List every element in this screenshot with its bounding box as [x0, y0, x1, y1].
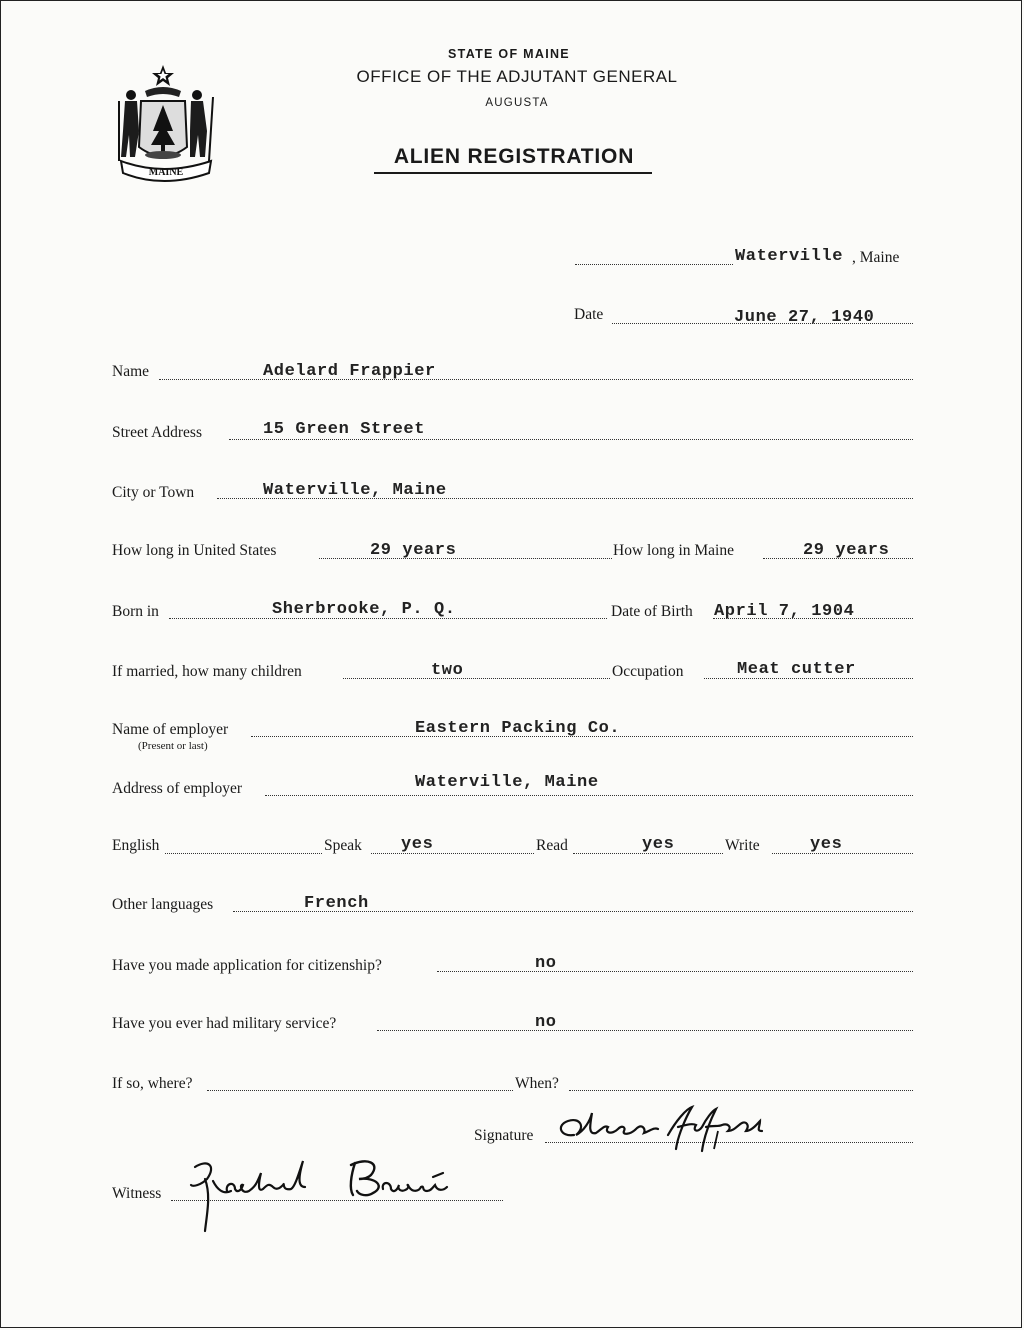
place-dots [575, 264, 733, 265]
place-suffix: , Maine [852, 249, 900, 266]
occupation-value[interactable]: Meat cutter [737, 660, 856, 679]
employer-label: Name of employer [112, 721, 229, 738]
citizenship-label: Have you made application for citizenship? [112, 957, 382, 974]
write-dots [772, 853, 913, 854]
other-languages-label: Other languages [112, 896, 214, 913]
date-value[interactable]: June 27, 1940 [734, 308, 875, 327]
other-languages-value[interactable]: French [304, 894, 369, 913]
military-value[interactable]: no [535, 1013, 557, 1032]
employer-address-value[interactable]: Waterville, Maine [415, 773, 599, 792]
us-years-dots [319, 558, 612, 559]
us-years-label: How long in United States [112, 542, 277, 559]
city-value[interactable]: Waterville, Maine [263, 481, 447, 500]
where-label: If so, where? [112, 1075, 193, 1092]
when-label: When? [515, 1075, 559, 1092]
english-label: English [112, 837, 160, 854]
when-dots [569, 1090, 913, 1091]
applicant-signature[interactable] [546, 1101, 776, 1157]
witness-label: Witness [112, 1185, 162, 1202]
title-underline [374, 172, 652, 174]
us-years-value[interactable]: 29 years [370, 541, 457, 560]
state-heading: STATE OF MAINE [448, 47, 570, 61]
children-value[interactable]: two [431, 661, 464, 680]
children-label: If married, how many children [112, 663, 302, 680]
where-dots [207, 1090, 513, 1091]
write-label: Write [725, 837, 760, 854]
write-value[interactable]: yes [810, 835, 843, 854]
employer-address-label: Address of employer [112, 780, 242, 797]
speak-dots [371, 853, 534, 854]
children-dots [343, 678, 610, 679]
speak-label: Speak [324, 837, 362, 854]
name-value[interactable]: Adelard Frappier [263, 362, 436, 381]
english-dots [165, 853, 322, 854]
speak-value[interactable]: yes [401, 835, 434, 854]
city-heading: AUGUSTA [485, 97, 549, 109]
read-label: Read [536, 837, 568, 854]
maine-state-seal-icon [113, 61, 221, 187]
dob-label: Date of Birth [611, 603, 693, 620]
military-label: Have you ever had military service? [112, 1015, 337, 1032]
name-label: Name [112, 363, 150, 380]
maine-years-value[interactable]: 29 years [803, 541, 890, 560]
citizenship-dots [437, 971, 913, 972]
employer-sublabel: (Present or last) [138, 740, 208, 752]
witness-signature[interactable] [171, 1151, 491, 1236]
read-value[interactable]: yes [642, 835, 675, 854]
street-label: Street Address [112, 424, 202, 441]
occupation-label: Occupation [612, 663, 684, 680]
citizenship-value[interactable]: no [535, 954, 557, 973]
employer-value[interactable]: Eastern Packing Co. [415, 719, 621, 738]
street-value[interactable]: 15 Green Street [263, 420, 426, 439]
place-value[interactable]: Waterville [735, 247, 844, 266]
born-label: Born in [112, 603, 159, 620]
form-title: ALIEN REGISTRATION [393, 145, 635, 168]
dob-value[interactable]: April 7, 1904 [714, 602, 855, 621]
born-value[interactable]: Sherbrooke, P. Q. [272, 600, 456, 619]
office-heading: OFFICE OF THE ADJUTANT GENERAL [356, 67, 678, 86]
military-dots [377, 1030, 913, 1031]
seal-banner-text: MAINE [148, 167, 184, 178]
employer-address-dots [265, 795, 913, 796]
date-label: Date [574, 306, 604, 323]
maine-years-label: How long in Maine [613, 542, 734, 559]
street-dots [229, 439, 913, 440]
signature-label: Signature [474, 1127, 534, 1144]
city-label: City or Town [112, 484, 195, 501]
